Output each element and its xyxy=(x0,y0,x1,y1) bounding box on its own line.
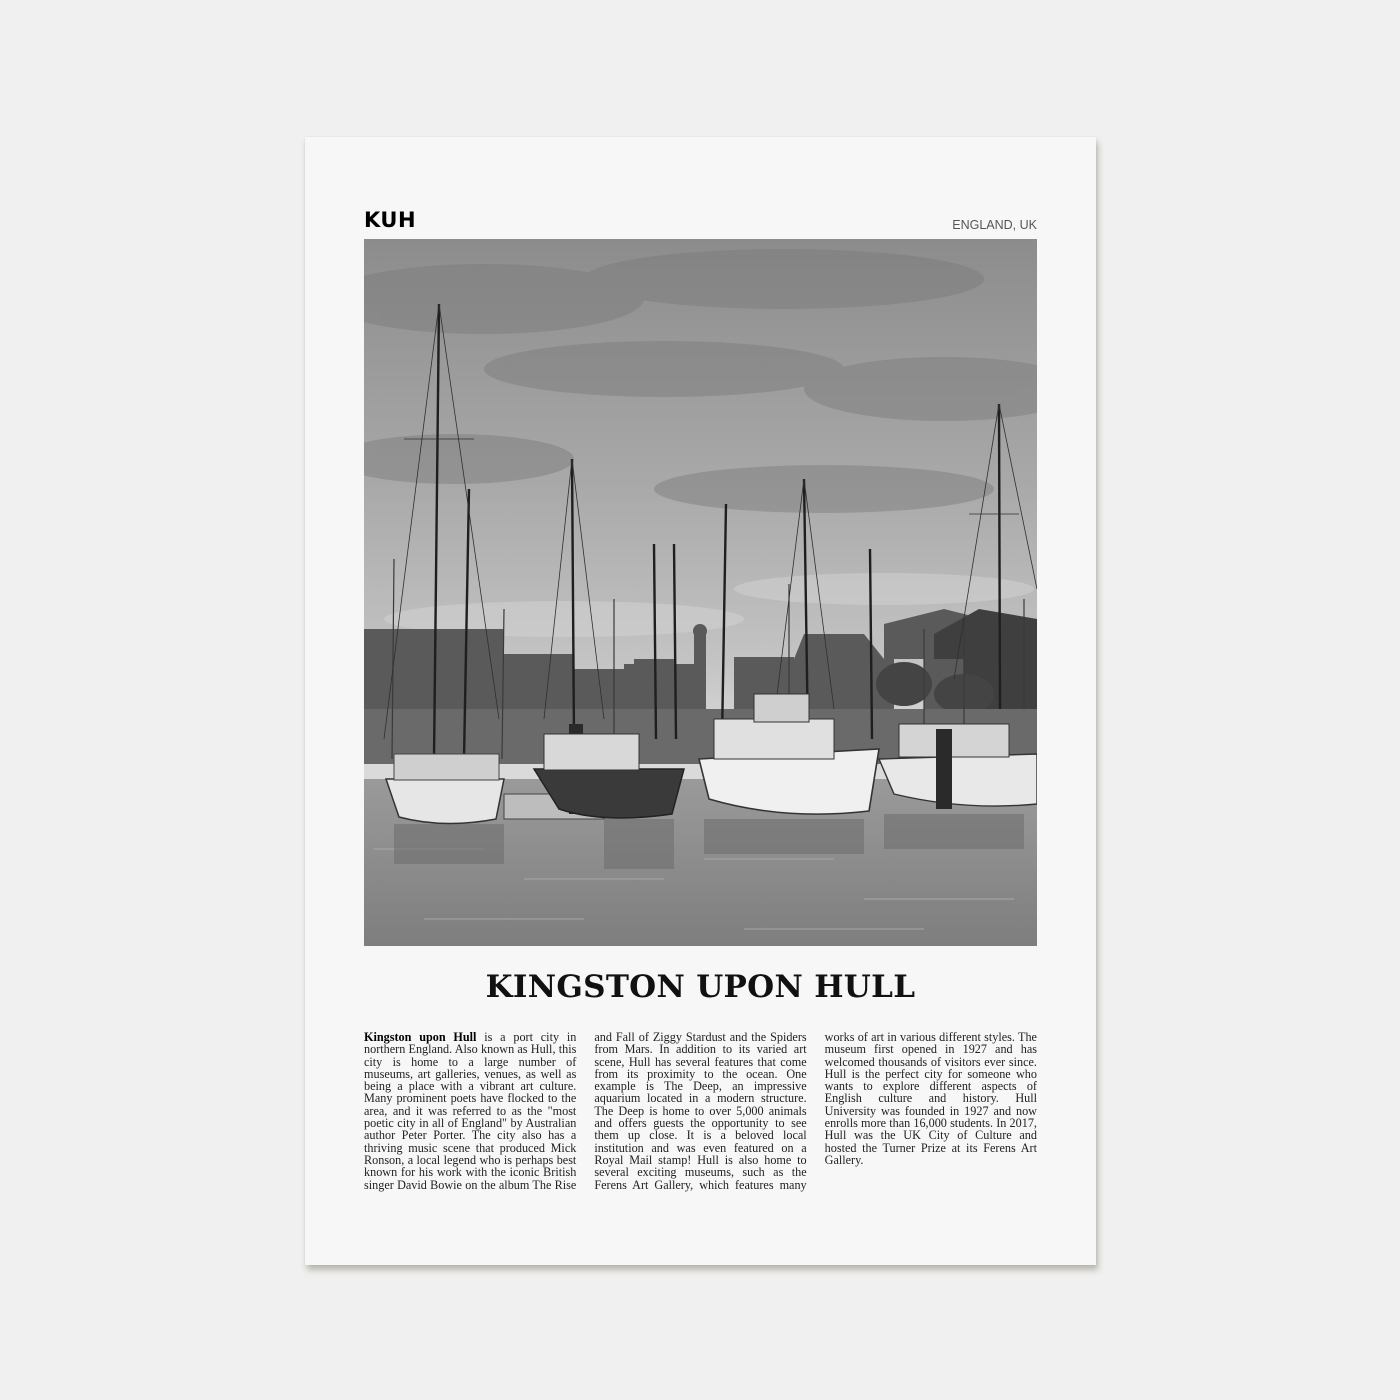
region-label: ENGLAND, UK xyxy=(952,218,1037,232)
description-body: is a port city in northern England. Also known as Hull, this city is home to a large number of museums, art galleries, venues, as well as being a place with a vibrant art culture. Many prominent poets have flocked to the area, and it was referred to as the "most poetic city in all of England" by Australian author Peter Porter. The city also has a thriving music scene that produced Mick Ronson, a local legend who is perhaps best known for his work with the iconic British singer David Bowie on the album The Rise and Fall of Ziggy Stardust and the Spiders from Mars. In addition to its varied art scene, Hull has several features that come from its proximity to the ocean. One example is The Deep, an impressive aquarium located in a modern structure. The Deep is home to over 5,000 animals and offers guests the opportunity to see them up close. It is a beloved local institution and was even featured on a Royal Mail stamp! Hull is also home to several exciting museums, such as the Ferens Art Gallery, which features many works of art in various different styles. The museum first opened in 1927 and has welcomed thousands of visitors ever since. Hull is the perfect city for someone who wants to explore different aspects of English culture and history. Hull University was founded in 1927 and now enrolls more than 16,000 students. In 2017, Hull was the UK City of Culture and hosted the Turner Prize at its Ferens Art Gallery. xyxy=(364,1030,1037,1192)
poster xyxy=(305,137,1096,1265)
city-description xyxy=(364,1031,1037,1191)
description-lead: Kingston upon Hull xyxy=(364,1030,477,1044)
city-code: KUH xyxy=(364,208,417,232)
marina-photo xyxy=(364,239,1037,946)
city-title: KINGSTON UPON HULL xyxy=(485,969,916,1005)
